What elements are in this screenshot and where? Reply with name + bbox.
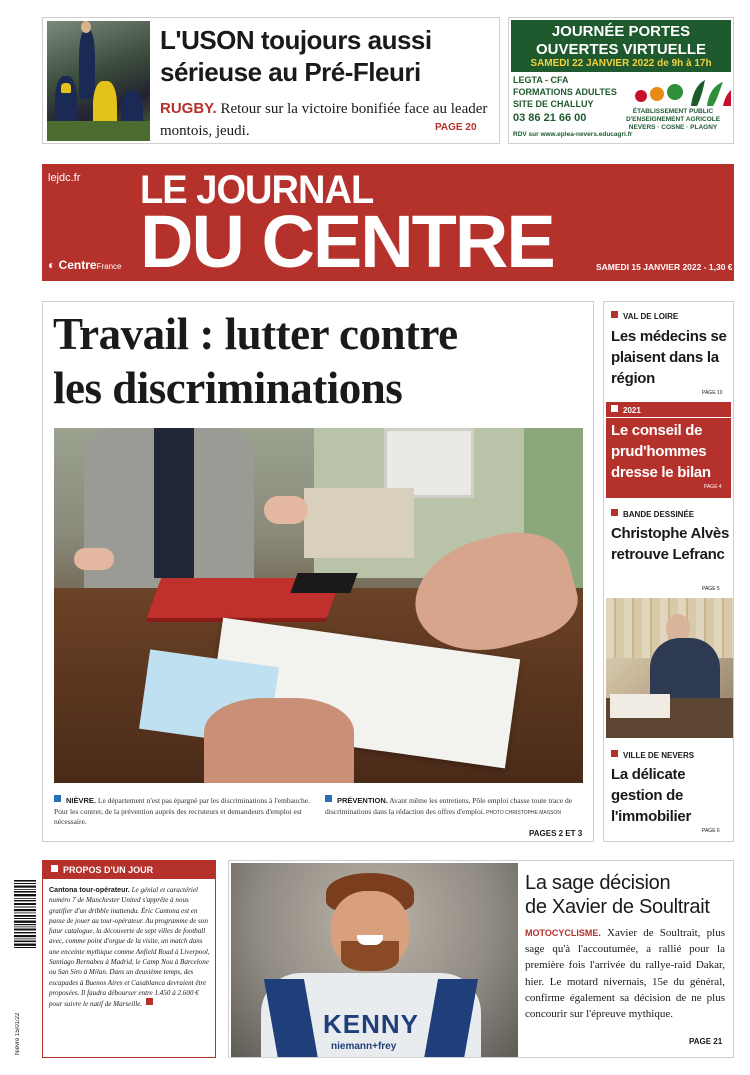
- teaser-headline: Les médecins se plaisent dans la région: [611, 328, 727, 387]
- centre-france-logo: [48, 258, 122, 272]
- lead-headline-line1: Travail : lutter contre: [53, 309, 458, 359]
- ad-school: [513, 74, 617, 110]
- rugby-summary: [160, 98, 490, 142]
- barcode-label: Nièvre 15/01/22: [15, 1012, 21, 1055]
- moto-text: Xavier de Soultrait, plus sage qu'à l'accoutumée, a rallié pour la première fois l'arrivée du rallye-raid Dakar, hier. Le motard nivernais, 15e du général, confirme également sa décision de ne plus concourir sur l'épreuve mythique.: [525, 927, 725, 1021]
- rugby-body-text: Retour sur la victoire bonifiée face au leader montois, jeudi.: [160, 101, 488, 139]
- rugby-teaser[interactable]: [42, 17, 500, 144]
- lead-story[interactable]: [42, 301, 594, 842]
- ad-inst-line2: D'ENSEIGNEMENT AGRICOLE: [625, 116, 721, 123]
- teaser-page-ref: PAGE 10: [702, 390, 723, 396]
- teaser-prudhommes[interactable]: [606, 402, 731, 498]
- propos-header-text: PROPOS D'UN JOUR: [63, 865, 154, 875]
- rugby-page-ref: PAGE 20: [435, 122, 477, 133]
- propos-body: [49, 885, 211, 1010]
- moto-story[interactable]: [228, 860, 734, 1058]
- caption-nievre: [54, 795, 316, 828]
- moto-body: [525, 925, 725, 1022]
- propos-dun-jour[interactable]: [42, 860, 216, 1058]
- teaser-page-ref: PAGE 5: [702, 586, 720, 592]
- ad-school-line3: SITE DE CHALLUY: [513, 99, 594, 109]
- rider-photo: [231, 863, 518, 1057]
- ad-institution: [613, 108, 733, 132]
- caption-prevention-kicker: PRÉVENTION.: [337, 796, 388, 805]
- teaser-page-ref: PAGE 6: [702, 828, 720, 834]
- jersey-sponsor: niemann+frey: [331, 1041, 397, 1052]
- masthead-title-line1: LE JOURNAL: [140, 168, 374, 212]
- caption-nievre-text: Le département n'est pas épargné par les discriminations à l'embauche. Pour les contrer, de la prévention auprès des recruteurs et demandeurs d'emploi est nécessaire.: [54, 796, 310, 826]
- ad-logo-icon: [631, 78, 731, 108]
- centre-france-icon: ◐: [48, 258, 59, 272]
- teaser-kicker: [611, 750, 694, 760]
- propos-kicker: Cantona tour-opérateur.: [49, 886, 130, 894]
- teaser-kicker-text: VILLE DE NEVERS: [623, 751, 695, 760]
- masthead-title-line2: DU CENTRE: [140, 200, 554, 283]
- teaser-kicker-text: 2021: [623, 406, 641, 415]
- teaser-kicker: [611, 405, 641, 415]
- propos-header: [43, 861, 215, 879]
- rugby-kicker: RUGBY.: [160, 100, 217, 117]
- moto-kicker: MOTOCYCLISME.: [525, 928, 601, 938]
- ad-website[interactable]: RDV sur www.eplea-nevers.educagri.fr: [513, 131, 633, 138]
- ad-title-line1: JOURNÉE PORTES: [551, 23, 691, 40]
- lead-headline-line2: les discriminations: [53, 363, 403, 413]
- lead-headline: [53, 307, 583, 415]
- divider: [606, 417, 731, 418]
- teaser-page-ref: PAGE 4: [704, 484, 722, 490]
- site-url[interactable]: lejdc.fr: [48, 172, 81, 184]
- ad-date: SAMEDI 22 JANVIER 2022 de 9h à 17h: [530, 58, 712, 69]
- teaser-kicker: [611, 311, 678, 321]
- propos-text: Le génial et caractériel numéro 7 de Manchester United s'apprête à nous gratifier d'un dribble inattendu. Éric Cantona est en passe de jouer au tour-opérateur. Au programme de son futur catalogue, la découverte de sept villes de football avec, comme point d'orgue de la visite, un match dans une enceinte mythique comme Anfield Road à Liverpool, Santiago Bernabeu à Madrid, le Camp Nou à Barcelone ou San Siro à Milan. Dans un deuxième temps, des escapades à Buenos Aires et Casablanca devraient être proposées. Il faudra débourser entre 1.450 à 2.600 € pour suivre le natif de Marseille.: [49, 886, 210, 1009]
- ad-inst-line1: ÉTABLISSEMENT PUBLIC: [632, 108, 714, 115]
- rugby-photo: [47, 21, 150, 141]
- moto-headline-line1: La sage décision: [525, 872, 671, 894]
- sidebar-teasers: [603, 301, 734, 842]
- lead-photo: [54, 428, 583, 783]
- moto-page-ref: PAGE 21: [689, 1037, 723, 1046]
- photo-credit: PHOTO CHRISTOPHE MASSON: [484, 809, 561, 816]
- jersey-text: KENNY: [323, 1009, 420, 1039]
- teaser-headline: La délicate gestion de l'immobilier: [611, 766, 691, 825]
- teaser-ville-de-nevers[interactable]: [604, 740, 733, 840]
- caption-prevention-text: Avant même les entretiens, Pôle emploi chasse toute trace de discriminations dans la rédaction des offres d'emploi.: [325, 796, 573, 816]
- caption-nievre-kicker: NIÈVRE.: [66, 796, 97, 805]
- ad-banner: [511, 20, 731, 72]
- group-name: Centre: [58, 258, 97, 272]
- teaser-val-de-loire[interactable]: [604, 302, 733, 402]
- rugby-headline-line2: sérieuse au Pré-Fleuri: [160, 57, 421, 87]
- moto-headline-line2: de Xavier de Soultrait: [525, 896, 710, 918]
- caption-prevention: [325, 795, 583, 818]
- barcode-icon: [14, 880, 36, 950]
- teaser-headline: Christophe Alvès retrouve Lefranc: [611, 525, 730, 563]
- illustrator-photo: [606, 598, 733, 738]
- open-day-ad[interactable]: [508, 17, 734, 144]
- teaser-kicker-text: VAL DE LOIRE: [623, 312, 679, 321]
- teaser-kicker-text: BANDE DESSINÉE: [623, 510, 695, 519]
- teaser-bande-dessinee[interactable]: [604, 500, 733, 596]
- issue-dateline: SAMEDI 15 JANVIER 2022 - 1,30 €: [596, 262, 733, 272]
- ad-phone: 03 86 21 66 00: [513, 112, 587, 124]
- rugby-headline-line1: L'USON toujours aussi: [160, 25, 432, 55]
- ad-inst-line3: NEVERS · COSNE · PLAGNY: [628, 124, 718, 131]
- teaser-kicker: [611, 509, 694, 519]
- lead-page-ref: PAGES 2 ET 3: [529, 829, 583, 838]
- rugby-headline: [160, 24, 490, 88]
- moto-headline: [525, 871, 731, 919]
- ad-school-line1: LEGTA - CFA: [513, 75, 569, 85]
- group-name-small: France: [96, 262, 122, 271]
- ad-title-line2: OUVERTES VIRTUELLE: [535, 41, 707, 58]
- teaser-headline: Le conseil de prud'hommes dresse le bilan: [611, 422, 711, 481]
- masthead: [42, 164, 734, 281]
- ad-school-line2: FORMATIONS ADULTES: [513, 87, 617, 97]
